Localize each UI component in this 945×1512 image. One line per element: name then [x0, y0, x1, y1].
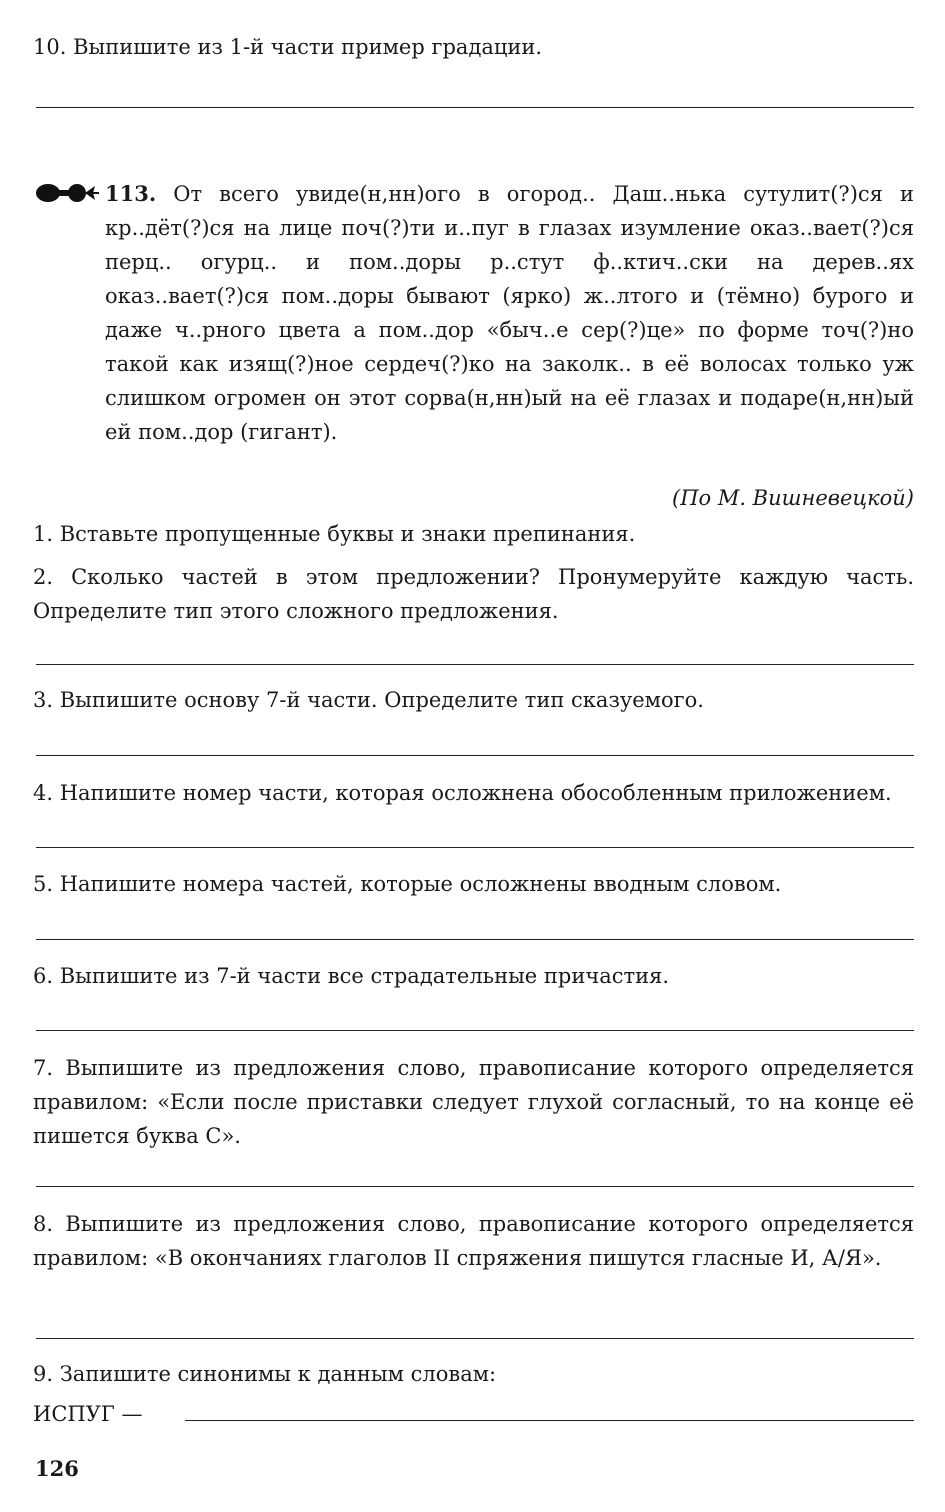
task-10: 10. Выпишите из 1-й части пример градации. — [33, 35, 543, 59]
task-8: 8. Выпишите из предложения слово, правописание которого определяется правилом: «В окончаниях глаголов II спряжения пишутся гласные И, А/Я». — [33, 1212, 914, 1270]
task-4: 4. Напишите номер части, которая осложнена обособленным приложением. — [33, 781, 892, 805]
task-1: 1. Вставьте пропущенные буквы и знаки препинания. — [33, 522, 636, 546]
task-5: 5. Напишите номера частей, которые осложнены вводным словом. — [33, 872, 782, 896]
answer-line — [36, 1030, 914, 1031]
task-7: 7. Выпишите из предложения слово, правописание которого определяется правилом: «Если после приставки следует глухой согласный, то на конце её пишется буква С». — [33, 1056, 914, 1148]
task-6: 6. Выпишите из 7-й части все страдательные причастия. — [33, 964, 670, 988]
answer-line — [36, 939, 914, 940]
task-3: 3. Выпишите основу 7-й части. Определите тип сказуемого. — [33, 688, 704, 712]
answer-line — [36, 1186, 914, 1187]
task-9: 9. Запишите синонимы к данным словам: — [33, 1362, 497, 1386]
answer-line — [36, 107, 914, 108]
synonym-word: ИСПУГ — — [33, 1402, 143, 1426]
exercise-number: 113. — [105, 181, 157, 206]
exercise-text: От всего увиде(н,нн)ого в огород.. Даш..нька сутулит(?)ся и кр..дёт(?)ся на лице поч(?)ти и..пуг в глазах изумление оказ..вает(?)ся перц.. огурц.. и пом..доры р..стут ф..ктич..ски на дерев..ях оказ..вает(?)ся пом..доры бывают (ярко) ж..лтого и (тёмно) бурого и даже ч..рного цвета а пом..дор «быч..е сер(?)це» по форме точ(?)но такой как изящ(?)ное сердеч(?)ко на заколк.. в её волосах только уж слишком огромен он этот сорва(н,нн)ый на её глазах и подаре(н,нн)ый ей пом..дор (гигант). — [105, 182, 914, 444]
answer-line — [36, 755, 914, 756]
answer-line — [36, 664, 914, 665]
exercise-marker-icon — [35, 181, 101, 205]
answer-line — [36, 1338, 914, 1339]
page-number: 126 — [35, 1456, 79, 1481]
answer-line — [36, 847, 914, 848]
synonym-answer-line — [185, 1420, 914, 1421]
exercise-author: (По М. Вишневецкой) — [672, 486, 914, 510]
exercise-113 — [105, 177, 914, 449]
task-2: 2. Сколько частей в этом предложении? Пронумеруйте каждую часть. Определите тип этого сложного предложения. — [33, 565, 914, 623]
